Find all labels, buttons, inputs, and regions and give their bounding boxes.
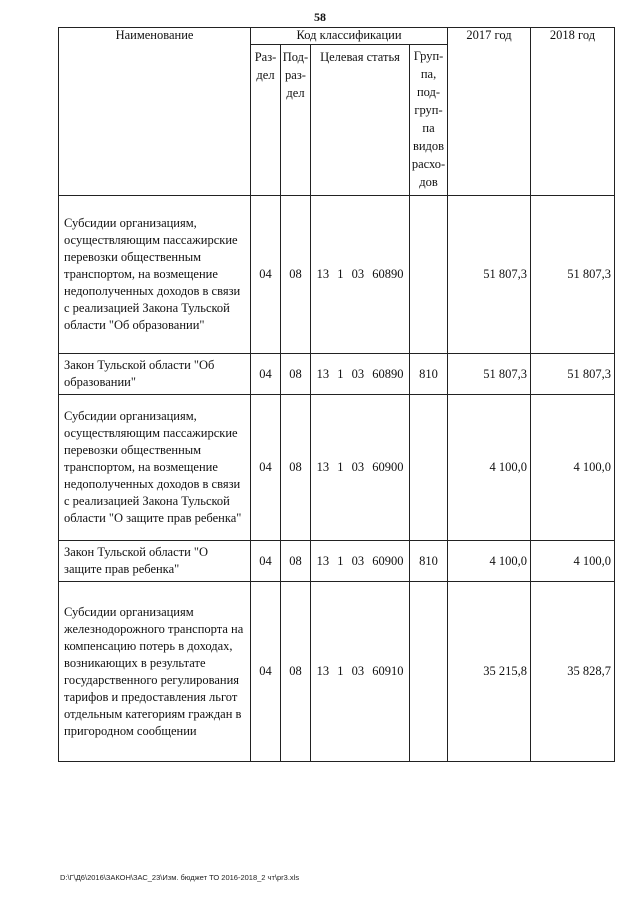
row-section: 04 [251,395,281,541]
row-group [410,582,448,762]
header-subsection [281,45,311,196]
page-number: 58 [314,10,326,24]
header-section [251,45,281,196]
row-2018: 51 807,3 [531,354,615,395]
header-section-text: Раз- дел [254,50,277,82]
table-row [59,354,615,395]
table-row [59,541,615,582]
row-name: Закон Тульской области "О защите прав ребенка" [59,541,251,582]
row-2018: 51 807,3 [531,196,615,354]
header-name: Наименование [59,28,251,196]
row-2018: 4 100,0 [531,541,615,582]
header-target: Целевая статья [311,45,410,196]
row-target: 13 1 03 60900 [311,541,410,582]
row-name: Субсидии организациям железнодорожного транспорта на компенсацию потерь в доходах, возникающих в результате государственного регулирования тарифов и предоставления льгот отдельным категориям граждан в пригородном сообщении [59,582,251,762]
row-2017: 51 807,3 [448,354,531,395]
row-2018: 35 828,7 [531,582,615,762]
row-2017: 35 215,8 [448,582,531,762]
row-name: Субсидии организациям, осуществляющим пассажирские перевозки общественным транспортом, на возмещение недополученных доходов в связи с реализацией Закона Тульской области "О защите прав ребенка" [59,395,251,541]
table-row [59,582,615,762]
row-2018: 4 100,0 [531,395,615,541]
header-subsection-text: Под- раз- дел [282,50,309,100]
row-subsection: 08 [281,582,311,762]
header-group-text: Груп- па, под- груп- па видов расхо- дов [411,49,446,189]
header-group [410,45,448,196]
row-target: 13 1 03 60900 [311,395,410,541]
row-2017: 51 807,3 [448,196,531,354]
row-target: 13 1 03 60910 [311,582,410,762]
row-2017: 4 100,0 [448,541,531,582]
budget-table [58,27,615,762]
header-classification: Код классификации [251,28,448,45]
table-row [59,395,615,541]
row-subsection: 08 [281,354,311,395]
row-subsection: 08 [281,196,311,354]
row-subsection: 08 [281,395,311,541]
row-group: 810 [410,354,448,395]
row-2017: 4 100,0 [448,395,531,541]
header-2018: 2018 год [531,28,615,196]
file-path-footer: D:\Г\Д6\2016\ЗАКОН\ЗАС_23\Изм. бюджет ТО 2016-2018_2 чт\pr3.xls [60,873,300,882]
row-target: 13 1 03 60890 [311,196,410,354]
row-section: 04 [251,196,281,354]
row-section: 04 [251,354,281,395]
row-target: 13 1 03 60890 [311,354,410,395]
row-group: 810 [410,541,448,582]
table-row [59,196,615,354]
row-section: 04 [251,582,281,762]
row-name: Закон Тульской области "Об образовании" [59,354,251,395]
row-group [410,395,448,541]
header-2017: 2017 год [448,28,531,196]
row-name: Субсидии организациям, осуществляющим пассажирские перевозки общественным транспортом, на возмещение недополученных доходов в связи с реализацией Закона Тульской области "Об образовании" [59,196,251,354]
row-section: 04 [251,541,281,582]
row-group [410,196,448,354]
row-subsection: 08 [281,541,311,582]
